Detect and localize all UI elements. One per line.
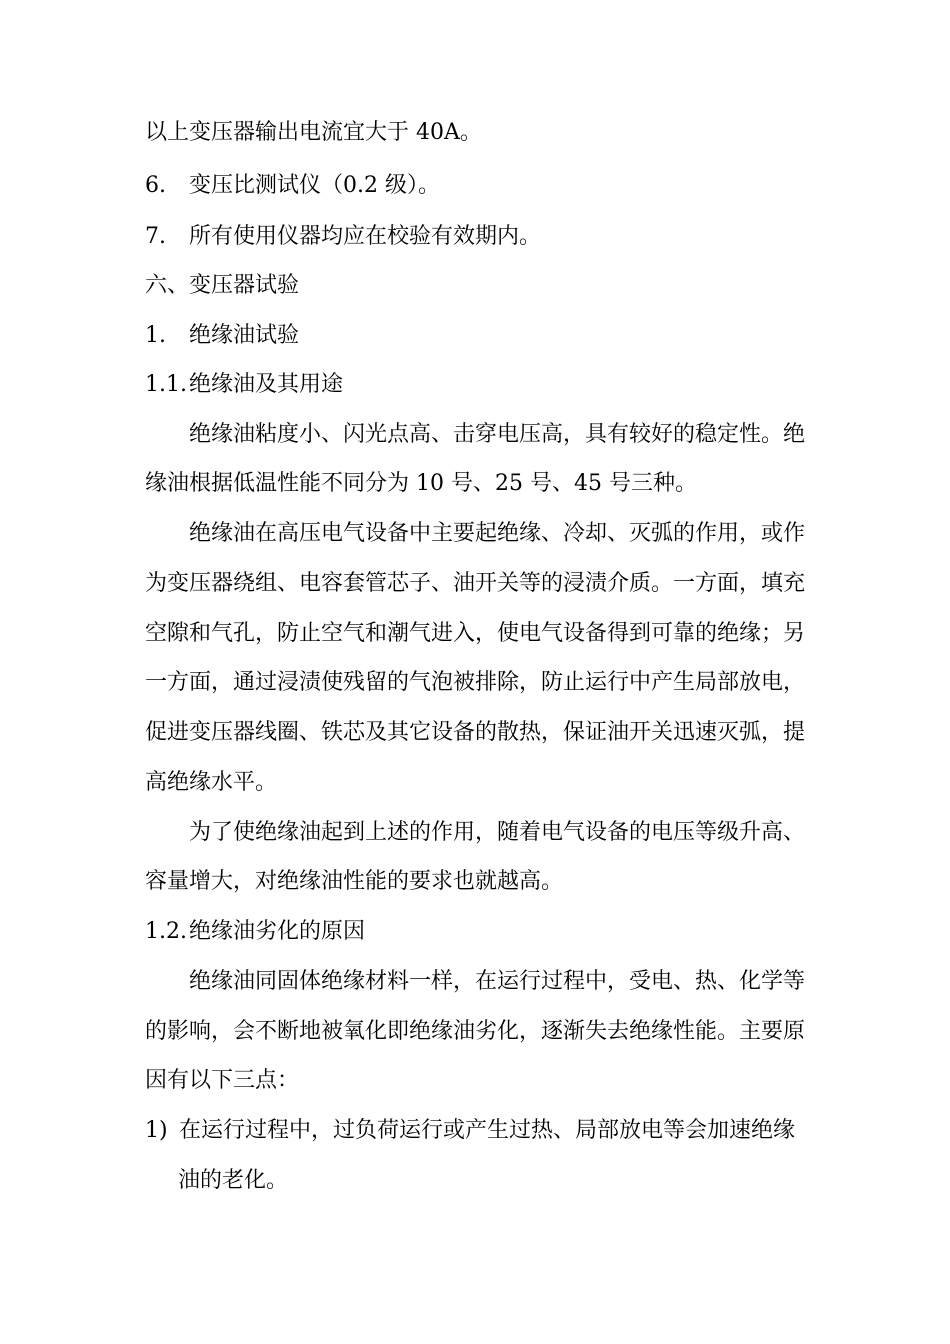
list-item [145, 222, 541, 252]
subsection-heading [145, 321, 299, 351]
list-number: 6. [145, 173, 166, 198]
text: 以上变压器输出电流宜大于 40A。 [145, 120, 482, 145]
subsection-heading [145, 917, 365, 947]
text: 促进变压器线圈、铁芯及其它设备的散热，保证油开关迅速灭弧，提 [145, 720, 806, 745]
text: 变压比测试仪（0.2 级）。 [189, 173, 440, 198]
paragraph-line [189, 818, 805, 848]
text: 缘油根据低温性能不同分为 10 号、25 号、45 号三种。 [145, 471, 697, 496]
list-number: 1) [145, 1118, 168, 1143]
paragraph-line [145, 668, 805, 698]
paragraph-line [189, 967, 805, 997]
text: 空隙和气孔，防止空气和潮气进入，使电气设备得到可靠的绝缘；另 [145, 621, 806, 646]
paragraph-line [145, 1017, 805, 1047]
paragraph-line [145, 867, 563, 897]
subsection-heading [145, 370, 343, 400]
paragraph-line [145, 569, 805, 599]
text: 的影响，会不断地被氧化即绝缘油劣化，逐渐失去绝缘性能。主要原 [145, 1019, 806, 1044]
text: 一方面，通过浸渍使残留的气泡被排除，防止运行中产生局部放电， [145, 670, 806, 695]
heading-text: 绝缘油劣化的原因 [189, 919, 366, 944]
text: 因有以下三点： [145, 1068, 300, 1093]
text: 为变压器绕组、电容套管芯子、油开关等的浸渍介质。一方面，填充 [145, 571, 806, 596]
heading-number: 1. [145, 323, 166, 348]
paragraph-line [189, 420, 805, 450]
text: 在运行过程中，过负荷运行或产生过热、局部放电等会加速绝缘 [179, 1118, 796, 1143]
text: 绝缘油同固体绝缘材料一样，在运行过程中，受电、热、化学等 [189, 969, 806, 994]
list-item [145, 1116, 795, 1146]
paragraph-line [145, 619, 805, 649]
paragraph-line [145, 469, 697, 499]
paragraph-line [189, 519, 805, 549]
heading-text: 六、变压器试验 [145, 273, 300, 298]
list-item [145, 171, 440, 201]
list-item-continuation [178, 1166, 288, 1196]
text: 油的老化。 [178, 1168, 289, 1193]
paragraph-line [145, 768, 277, 798]
list-number: 7. [145, 224, 166, 249]
text: 为了使绝缘油起到上述的作用，随着电气设备的电压等级升高、 [189, 820, 806, 845]
heading-number: 1.1. [145, 372, 187, 397]
paragraph-line [145, 718, 805, 748]
heading-number: 1.2. [145, 919, 187, 944]
heading-text: 绝缘油试验 [189, 323, 300, 348]
text: 容量增大，对绝缘油性能的要求也就越高。 [145, 869, 564, 894]
text: 所有使用仪器均应在校验有效期内。 [189, 224, 542, 249]
section-heading [145, 271, 299, 301]
text-line [145, 118, 482, 148]
heading-text: 绝缘油及其用途 [189, 372, 344, 397]
text: 绝缘油在高压电气设备中主要起绝缘、冷却、灭弧的作用，或作 [189, 521, 806, 546]
paragraph-line [145, 1066, 299, 1096]
text: 绝缘油粘度小、闪光点高、击穿电压高，具有较好的稳定性。绝 [189, 422, 806, 447]
text: 高绝缘水平。 [145, 770, 278, 795]
